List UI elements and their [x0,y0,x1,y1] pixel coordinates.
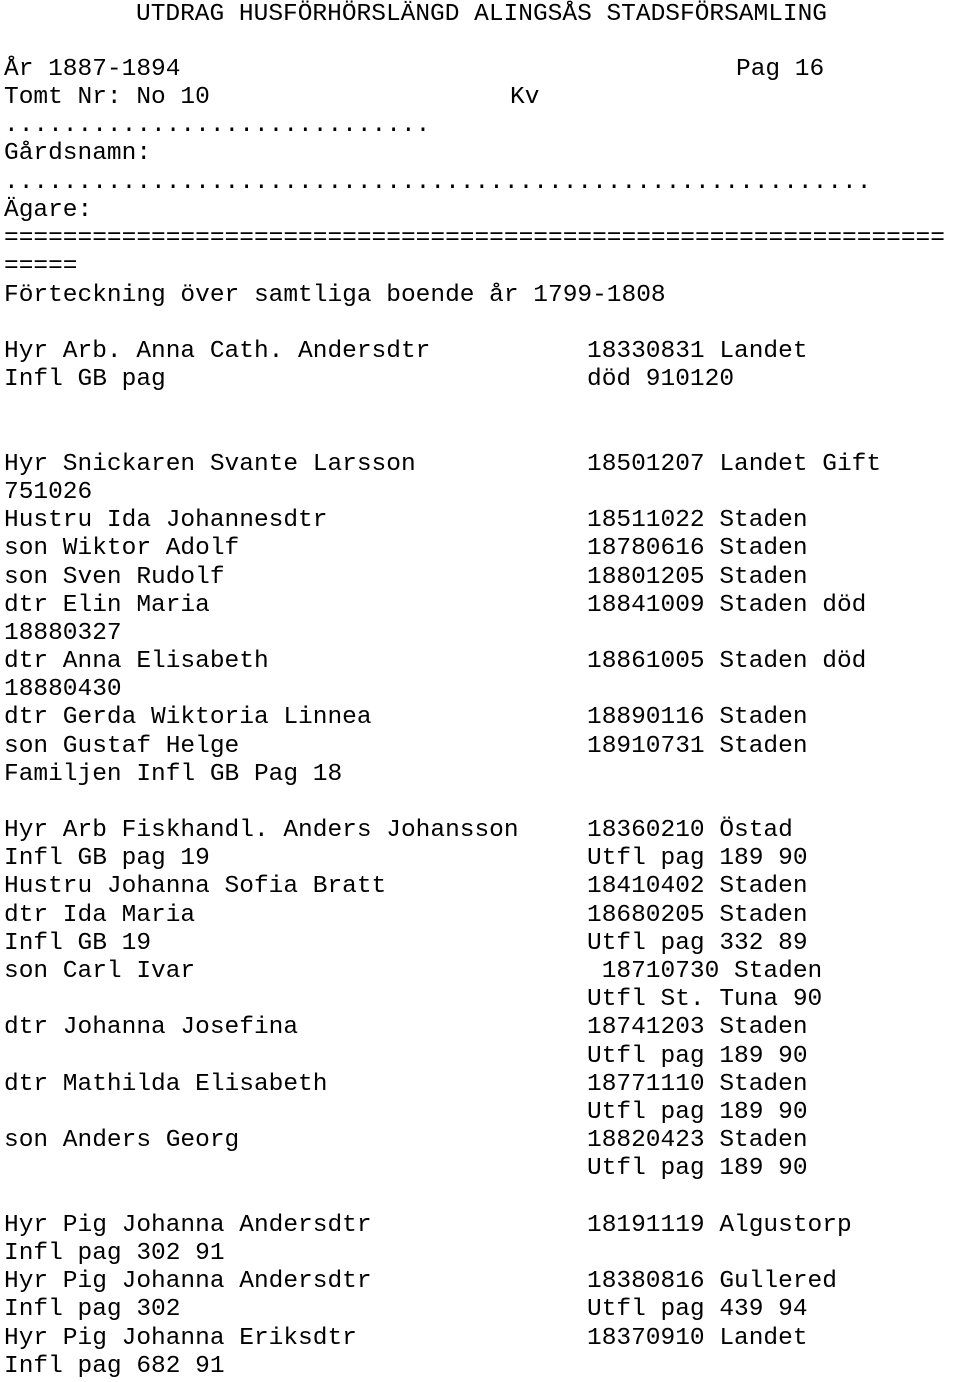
row-right-text: 18771110 Staden [587,1071,808,1098]
row-left-text: Hyr Pig Johanna Andersdtr [4,1212,372,1239]
row-left-text: Hyr Snickaren Svante Larsson [4,451,416,478]
row-right-text: Utfl pag 189 90 [587,845,808,872]
row-right-text: 18330831 Landet [587,338,808,365]
row-left-text: son Anders Georg [4,1127,240,1154]
row-right-text: Utfl pag 332 89 [587,930,808,957]
row-left-text: son Carl Ivar [4,958,196,985]
row-left-text: 751026 [4,479,93,506]
row-left-text: Hyr Pig Johanna Andersdtr [4,1268,372,1295]
row-left-text: son Gustaf Helge [4,733,240,760]
row-right-text: död 910120 [587,366,735,393]
page-number: Pag 16 [736,56,825,83]
row-left-text: Infl pag 682 91 [4,1353,225,1380]
row-right-text: 18501207 Landet Gift [587,451,882,478]
separator-rule-end: ===== [4,253,78,280]
row-right-text: 18680205 Staden [587,902,808,929]
row-left-text: son Wiktor Adolf [4,535,240,562]
agare-label: Ägare: [4,197,93,224]
row-left-text: Hyr Arb Fiskhandl. Anders Johansson [4,817,519,844]
row-right-text: 18890116 Staden [587,704,808,731]
row-left-text: Hyr Arb. Anna Cath. Andersdtr [4,338,431,365]
row-right-text: 18191119 Algustorp [587,1212,852,1239]
row-right-text: Utfl pag 439 94 [587,1296,808,1323]
forteckning-heading: Förteckning över samtliga boende år 1799-1808 [4,282,666,309]
row-right-text: Utfl St. Tuna 90 [587,986,823,1013]
row-right-text: 18741203 Staden [587,1014,808,1041]
row-left-text: Infl GB pag 19 [4,845,210,872]
row-left-text: dtr Ida Maria [4,902,196,929]
row-left-text: Infl GB pag [4,366,166,393]
row-left-text: Infl GB 19 [4,930,152,957]
tomt-label: Tomt Nr: No 10 [4,84,210,111]
row-right-text: 18380816 Gullered [587,1268,837,1295]
row-right-text: 18910731 Staden [587,733,808,760]
row-left-text: dtr Elin Maria [4,592,210,619]
row-left-text: 18880327 [4,620,122,647]
row-left-text: Hustru Ida Johannesdtr [4,507,328,534]
row-right-text: 18801205 Staden [587,564,808,591]
row-left-text: dtr Anna Elisabeth [4,648,269,675]
document-title: UTDRAG HUSFÖRHÖRSLÄNGD ALINGSÅS STADSFÖRSAMLING [136,1,828,28]
row-left-text: Hyr Pig Johanna Eriksdtr [4,1325,357,1352]
row-right-text: Utfl pag 189 90 [587,1043,808,1070]
row-right-text: 18360210 Östad [587,817,793,844]
dots-line-2: ........................................................... [4,169,872,196]
row-right-text: Utfl pag 189 90 [587,1155,808,1182]
row-left-text: Familjen Infl GB Pag 18 [4,761,343,788]
separator-rule: ================================================================ [4,225,945,252]
dots-line-1: ............................. [4,112,431,139]
row-left-text: 18880430 [4,676,122,703]
row-right-text: Utfl pag 189 90 [587,1099,808,1126]
row-right-text: 18511022 Staden [587,507,808,534]
kv-label: Kv [510,84,540,111]
row-left-text: dtr Mathilda Elisabeth [4,1071,328,1098]
row-left-text: Hustru Johanna Sofia Bratt [4,873,387,900]
gardsnamn-label: Gårdsnamn: [4,140,152,167]
row-left-text: Infl pag 302 91 [4,1240,225,1267]
row-right-text: 18410402 Staden [587,873,808,900]
row-right-text: 18780616 Staden [587,535,808,562]
row-right-text: 18370910 Landet [587,1325,808,1352]
row-left-text: son Sven Rudolf [4,564,225,591]
row-left-text: Infl pag 302 [4,1296,181,1323]
row-left-text: dtr Johanna Josefina [4,1014,299,1041]
row-right-text: 18710730 Staden [587,958,823,985]
row-right-text: 18841009 Staden död [587,592,867,619]
row-right-text: 18861005 Staden död [587,648,867,675]
row-right-text: 18820423 Staden [587,1127,808,1154]
year-label: År 1887-1894 [4,56,181,83]
row-left-text: dtr Gerda Wiktoria Linnea [4,704,372,731]
